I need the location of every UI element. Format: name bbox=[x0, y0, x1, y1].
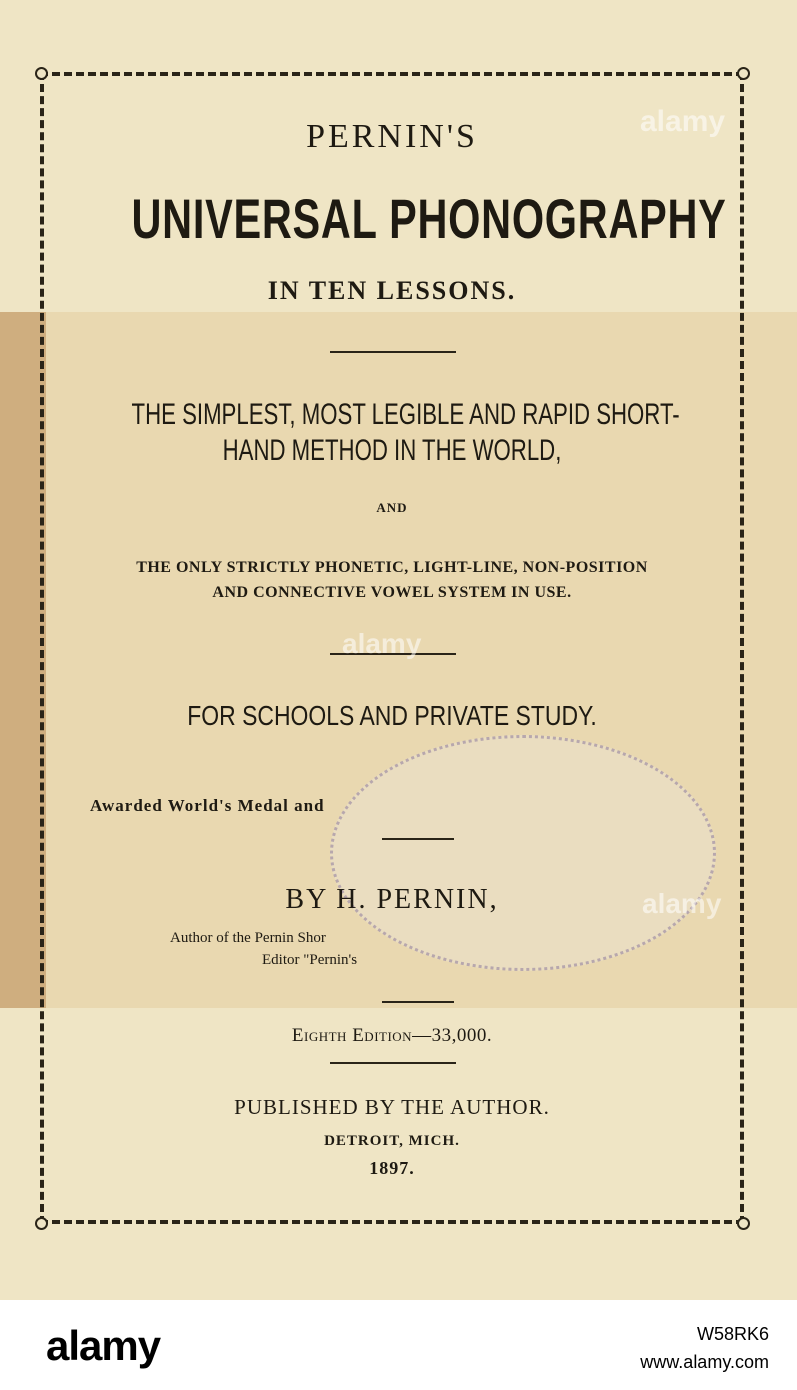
divider-rule bbox=[382, 1001, 454, 1003]
image-id: W58RK6 bbox=[696, 1324, 769, 1344]
subtitle: IN TEN LESSONS. bbox=[267, 276, 517, 305]
watermark: alamy bbox=[342, 628, 422, 659]
watermark: alamy bbox=[640, 105, 726, 138]
system-line-2: AND CONNECTIVE VOWEL SYSTEM IN USE. bbox=[212, 584, 572, 601]
library-stamp bbox=[330, 735, 716, 971]
divider-rule bbox=[330, 1062, 456, 1064]
stock-footer-bar bbox=[0, 1300, 797, 1390]
author-credit-2: Editor "Pernin's bbox=[262, 952, 358, 968]
audience-line: FOR SCHOOLS AND PRIVATE STUDY. bbox=[187, 700, 597, 731]
description-line-2: HAND METHOD IN THE WORLD, bbox=[222, 434, 562, 467]
border-corner bbox=[737, 1217, 750, 1230]
divider-rule bbox=[330, 351, 456, 353]
edition-line: Eighth Edition—33,000. bbox=[291, 1025, 493, 1046]
author-credit-1: Author of the Pernin Shor bbox=[170, 930, 326, 946]
divider-rule bbox=[382, 838, 454, 840]
alamy-logo: alamy bbox=[46, 1322, 161, 1369]
year-line: 1897. bbox=[369, 1158, 415, 1178]
byline: BY H. PERNIN, bbox=[285, 884, 499, 915]
conjunction: AND bbox=[376, 500, 408, 515]
border-corner bbox=[35, 1217, 48, 1230]
city-line: DETROIT, MICH. bbox=[324, 1133, 460, 1149]
site-url: www.alamy.com bbox=[640, 1352, 769, 1372]
book-title: UNIVERSAL PHONOGRAPHY bbox=[131, 187, 727, 250]
border-corner bbox=[35, 67, 48, 80]
border-corner bbox=[737, 67, 750, 80]
system-line-1: THE ONLY STRICTLY PHONETIC, LIGHT-LINE, NON-POSITION bbox=[136, 559, 648, 576]
award-line: Awarded World's Medal and bbox=[90, 796, 325, 815]
description-line-1: THE SIMPLEST, MOST LEGIBLE AND RAPID SHORT- bbox=[131, 398, 680, 431]
publisher-line: PUBLISHED BY THE AUTHOR. bbox=[234, 1095, 550, 1119]
supertitle: PERNIN'S bbox=[306, 118, 478, 155]
watermark: alamy bbox=[642, 888, 722, 919]
